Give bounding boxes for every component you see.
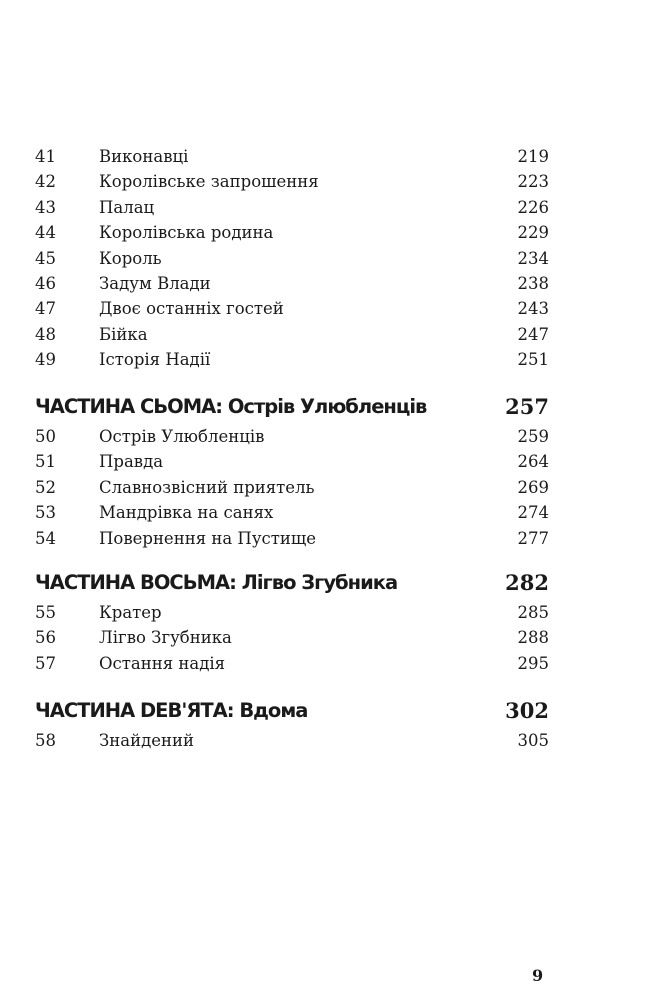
chapter-title: Острів Улюбленців	[99, 427, 265, 446]
chapter-title: Мандрівка на санях	[99, 503, 274, 523]
chapter-number: 44	[35, 223, 56, 243]
toc-entry	[35, 246, 549, 271]
toc-entry	[35, 625, 549, 650]
part-page-number: 282	[505, 570, 549, 595]
chapter-number: 42	[35, 172, 56, 192]
page-number: 285	[517, 603, 549, 622]
part-heading	[35, 566, 549, 600]
page-number: 277	[517, 528, 549, 548]
page-number: 234	[517, 248, 549, 268]
chapter-number: 53	[35, 503, 56, 523]
toc-block-part9	[35, 694, 549, 753]
part-heading	[35, 390, 549, 424]
toc-entry	[35, 220, 549, 245]
page-number: 226	[517, 197, 549, 217]
chapter-title: Лігво Згубника	[99, 628, 232, 648]
toc-entry	[35, 651, 549, 676]
page-number: 251	[517, 350, 549, 370]
page-number: 288	[517, 628, 549, 648]
page-number: 305	[517, 731, 549, 750]
page-number: 269	[517, 477, 549, 497]
chapter-title: Знайдений	[99, 731, 195, 750]
page-number: 223	[517, 172, 549, 192]
toc-entry	[35, 424, 549, 449]
chapter-number: 51	[35, 452, 56, 472]
chapter-title: Славнозвісний приятель	[99, 477, 315, 497]
chapter-number: 48	[35, 324, 56, 344]
page-number: 243	[517, 299, 549, 319]
page-number: 219	[517, 147, 549, 166]
chapter-title: Бійка	[99, 324, 148, 344]
part-title: ЧАСТИНА DЕВ'ЯТА: Вдома	[35, 699, 308, 722]
toc-entry	[35, 449, 549, 474]
part-page-number: 302	[505, 698, 549, 723]
chapter-number: 50	[35, 427, 56, 446]
folio-page-number: 9	[532, 966, 544, 985]
toc-entry	[35, 169, 549, 194]
chapter-title: Кратер	[99, 603, 162, 622]
toc-entry	[35, 728, 549, 753]
chapter-number: 58	[35, 731, 56, 750]
page-number: 229	[517, 223, 549, 243]
page-number: 295	[517, 653, 549, 673]
toc-entry	[35, 296, 549, 321]
toc-entry	[35, 475, 549, 500]
chapter-title: Виконавці	[99, 147, 189, 166]
toc-block-part7	[35, 390, 549, 551]
chapter-number: 45	[35, 248, 56, 268]
page-number: 264	[517, 452, 549, 472]
toc-entry	[35, 271, 549, 296]
chapter-number: 43	[35, 197, 56, 217]
chapter-title: Двоє останніх гостей	[99, 299, 284, 319]
chapter-number: 41	[35, 147, 56, 166]
chapter-number: 57	[35, 653, 56, 673]
page-number: 247	[517, 324, 549, 344]
part-title: ЧАСТИНА СЬОМА: Острів Улюбленців	[35, 395, 427, 418]
chapter-number: 56	[35, 628, 56, 648]
page-number: 259	[517, 427, 549, 446]
toc-entry	[35, 322, 549, 347]
chapter-title: Остання надія	[99, 653, 226, 673]
toc-entry	[35, 600, 549, 625]
chapter-title: Повернення на Пустище	[99, 528, 316, 548]
chapter-number: 55	[35, 603, 56, 622]
toc-entry	[35, 526, 549, 551]
chapter-title: Правда	[99, 452, 164, 472]
toc-entry	[35, 195, 549, 220]
chapter-number: 52	[35, 477, 56, 497]
part-title: ЧАСТИНА ВОСЬМА: Лігво Згубника	[35, 571, 398, 594]
toc-entry	[35, 500, 549, 525]
chapter-title: Королівське запрошення	[99, 172, 319, 192]
chapter-title: Задум Влади	[99, 273, 211, 293]
part-heading	[35, 694, 549, 728]
toc-block-part6-continued	[35, 144, 549, 373]
toc-entry	[35, 347, 549, 372]
chapter-title: Палац	[99, 197, 155, 217]
chapter-title: Історія Надії	[99, 350, 211, 370]
chapter-number: 54	[35, 528, 56, 548]
page-number: 274	[517, 503, 549, 523]
chapter-number: 46	[35, 273, 56, 293]
chapter-number: 49	[35, 350, 56, 370]
part-page-number: 257	[505, 394, 549, 419]
chapter-number: 47	[35, 299, 56, 319]
toc-entry	[35, 144, 549, 169]
toc-block-part8	[35, 566, 549, 676]
chapter-title: Король	[99, 248, 162, 268]
chapter-title: Королівська родина	[99, 223, 274, 243]
page-number: 238	[517, 273, 549, 293]
